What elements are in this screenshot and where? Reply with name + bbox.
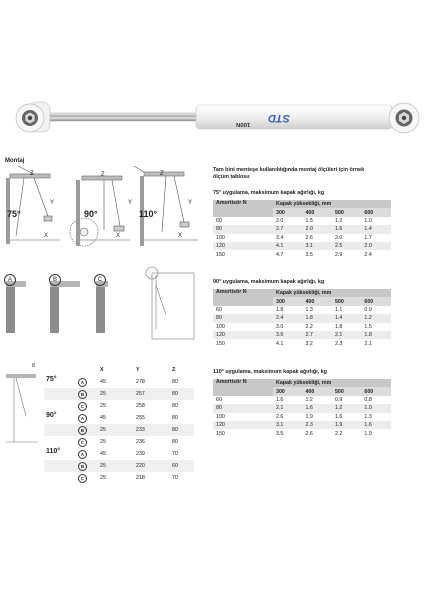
weight-cell: 1.8 (361, 331, 391, 339)
weight-cell: 3.1 (302, 242, 331, 250)
dim-row (44, 388, 194, 400)
dim-cell-x: 45 (100, 379, 106, 385)
dim-header-y: Y (136, 367, 140, 373)
dim-cell-x: 25 (100, 391, 106, 397)
table-row (213, 250, 391, 258)
dim-cell-z: 80 (172, 439, 178, 445)
dim-variant (76, 472, 98, 484)
span-header-height: Kapak yüksekliği, mm (273, 200, 391, 208)
height-header: 300 (273, 208, 302, 216)
table-row (213, 314, 391, 322)
force-cell: 150 (213, 429, 273, 437)
dim-cell-x: 25 (100, 427, 106, 433)
dim-variant (76, 460, 98, 472)
intro-line-1: Tam bini menteşe kullanıldığında montaj ölçüleri için örnek (213, 167, 365, 173)
height-header: 400 (302, 297, 331, 305)
table-row (213, 339, 391, 347)
dim-variant (76, 412, 98, 424)
force-cell: 120 (213, 331, 273, 339)
weight-cell: 1.1 (332, 306, 361, 314)
angle-label-110: 110° (139, 209, 158, 219)
weight-cell: 1.8 (273, 306, 302, 314)
table-row (213, 421, 391, 429)
variant-badge: C (78, 474, 87, 483)
dim-cell-x: 45 (100, 451, 106, 457)
table-row (213, 404, 391, 412)
weight-cell: 1.2 (361, 314, 391, 322)
dim-cell-x: 25 (100, 403, 106, 409)
dim-cell-z: 80 (172, 403, 178, 409)
weight-cell: 2.0 (332, 234, 361, 242)
angle-label-75: 75° (7, 209, 21, 219)
dim-row (44, 460, 194, 472)
gas-strut-image (8, 88, 420, 154)
weight-cell: 1.6 (302, 404, 331, 412)
weight-table (213, 200, 391, 259)
weight-cell: 1.9 (361, 429, 391, 437)
dim-cell-z: 60 (172, 463, 178, 469)
dim-cell-y: 258 (136, 403, 145, 409)
weight-table-title: 75° uygulama, maksimum kapak ağırlığı, kg (213, 190, 325, 196)
dim-cell-x: 25 (100, 439, 106, 445)
dim-row (44, 424, 194, 436)
dim-angle (44, 472, 76, 484)
height-header: 300 (273, 297, 302, 305)
table-row (213, 429, 391, 437)
weight-table (213, 289, 391, 348)
weight-cell: 1.6 (332, 225, 361, 233)
weight-cell: 4.1 (273, 339, 302, 347)
force-cell: 100 (213, 234, 273, 242)
dim-cell-y: 257 (136, 391, 145, 397)
variant-badge: A (78, 414, 87, 423)
weight-cell: 2.2 (332, 429, 361, 437)
dim-variant (76, 376, 98, 388)
dim-cell-x: 25 (100, 463, 106, 469)
dim-row (44, 412, 194, 424)
dim-angle: 110° (46, 448, 61, 455)
dim-cell-y: 255 (136, 415, 145, 421)
axis-x-90: X (116, 233, 121, 239)
height-header: 400 (302, 208, 331, 216)
dim-variant (76, 424, 98, 436)
dim-cell-z: 80 (172, 391, 178, 397)
weight-cell: 1.3 (361, 413, 391, 421)
dim-variant (76, 400, 98, 412)
strut-std-label: STD (268, 112, 290, 124)
weight-cell: 2.6 (302, 234, 331, 242)
axis-y-75: Y (50, 200, 55, 206)
axis-z-110: Z (160, 171, 164, 177)
weight-cell: 0.9 (332, 396, 361, 404)
variant-badge: B (78, 462, 87, 471)
height-header: 500 (332, 297, 361, 305)
weight-cell: 1.9 (302, 413, 331, 421)
dim-row (44, 436, 194, 448)
weight-cell: 0.8 (361, 396, 391, 404)
variant-badge: B (78, 390, 87, 399)
weight-cell: 1.4 (332, 314, 361, 322)
force-cell: 100 (213, 413, 273, 421)
weight-cell: 4.1 (273, 242, 302, 250)
table-row (213, 217, 391, 225)
variant-badge: B (78, 426, 87, 435)
dim-cell-z: 80 (172, 415, 178, 421)
col-header-amortisor: Amortisör N (213, 379, 273, 396)
height-header: 600 (361, 208, 391, 216)
variant-b-badge: B (49, 268, 61, 286)
dim-cell-y: 236 (136, 439, 145, 445)
force-cell: 80 (213, 225, 273, 233)
table-row (213, 234, 391, 242)
variant-c-badge: C (94, 268, 106, 286)
dim-cell-y: 278 (136, 379, 145, 385)
dim-row (44, 376, 194, 388)
weight-cell: 2.6 (302, 429, 331, 437)
dim-angle (44, 436, 76, 448)
weight-cell: 1.6 (273, 396, 302, 404)
dim-cell-z: 70 (172, 451, 178, 457)
axis-x-110: X (178, 233, 183, 239)
col-header-amortisor: Amortisör N (213, 289, 273, 306)
height-header: 600 (361, 387, 391, 395)
dim-header-x: X (100, 367, 104, 373)
weight-cell: 1.0 (361, 404, 391, 412)
variant-badge: A (78, 378, 87, 387)
weight-cell: 3.5 (273, 429, 302, 437)
weight-cell: 1.2 (332, 404, 361, 412)
weight-cell: 1.5 (302, 217, 331, 225)
weight-cell: 1.3 (302, 306, 331, 314)
dim-cell-z: 80 (172, 427, 178, 433)
dim-angle: 90° (46, 412, 57, 419)
dim-cell-x: 45 (100, 415, 106, 421)
weight-cell: 2.2 (302, 323, 331, 331)
height-header: 300 (273, 387, 302, 395)
weight-cell: 2.7 (273, 225, 302, 233)
variant-badge: A (78, 450, 87, 459)
weight-cell: 1.2 (332, 217, 361, 225)
table-row (213, 413, 391, 421)
axis-y-110: Y (188, 200, 193, 206)
weight-cell: 2.6 (273, 413, 302, 421)
weight-cell: 1.6 (332, 413, 361, 421)
dim-cell-y: 218 (136, 475, 145, 481)
weight-cell: 1.5 (361, 323, 391, 331)
weight-cell: 2.4 (273, 314, 302, 322)
dim-angle (44, 400, 76, 412)
dim-cell-y: 220 (136, 463, 145, 469)
table-row (213, 225, 391, 233)
cabinet-side-diagram (4, 366, 42, 446)
height-header: 500 (332, 208, 361, 216)
weight-cell: 3.0 (273, 323, 302, 331)
height-header: 600 (361, 297, 391, 305)
weight-cell: 1.6 (361, 421, 391, 429)
weight-cell: 2.7 (302, 331, 331, 339)
force-cell: 100 (213, 323, 273, 331)
dim-variant (76, 436, 98, 448)
weight-cell: 2.5 (332, 242, 361, 250)
variant-badge: C (78, 402, 87, 411)
dim-angle: 75° (46, 376, 57, 383)
variant-badge: C (78, 438, 87, 447)
force-cell: 120 (213, 242, 273, 250)
montaj-angle-diagrams (4, 166, 200, 262)
dim-variant (76, 448, 98, 460)
table-row (213, 306, 391, 314)
weight-cell: 2.0 (361, 242, 391, 250)
weight-cell: 2.1 (332, 331, 361, 339)
force-cell: 150 (213, 339, 273, 347)
table-row (213, 331, 391, 339)
weight-cell: 3.2 (302, 339, 331, 347)
span-header-height: Kapak yüksekliği, mm (273, 379, 391, 387)
col-header-amortisor: Amortisör N (213, 200, 273, 217)
weight-cell: 1.9 (332, 421, 361, 429)
dim-angle (44, 388, 76, 400)
weight-cell: 4.7 (273, 250, 302, 258)
table-row (213, 242, 391, 250)
weight-cell: 3.5 (302, 250, 331, 258)
weight-cell: 1.4 (361, 225, 391, 233)
montaj-heading: Montaj (5, 158, 25, 164)
weight-cell: 2.9 (332, 250, 361, 258)
dim-variant (76, 388, 98, 400)
weight-cell: 2.1 (273, 404, 302, 412)
intro-line-2: ölçüm tablosu (213, 174, 250, 180)
angle-label-90: 90° (84, 209, 98, 219)
weight-cell: 2.1 (361, 339, 391, 347)
force-cell: 60 (213, 217, 273, 225)
weight-cell: 3.1 (273, 421, 302, 429)
axis-z-75: Z (30, 171, 34, 177)
axis-x-75: X (44, 233, 49, 239)
force-cell: 60 (213, 396, 273, 404)
weight-cell: 2.4 (361, 250, 391, 258)
weight-cell: 1.0 (361, 217, 391, 225)
weight-cell: 0.9 (361, 306, 391, 314)
dim-row (44, 472, 194, 484)
weight-table (213, 379, 391, 438)
force-cell: 80 (213, 404, 273, 412)
axis-y-90: Y (128, 200, 133, 206)
span-header-height: Kapak yüksekliği, mm (273, 289, 391, 297)
force-cell: 60 (213, 306, 273, 314)
dim-row (44, 448, 194, 460)
variant-a-badge: A (4, 268, 16, 286)
strut-force-label: 100N (236, 121, 251, 127)
dim-cell-x: 25 (100, 475, 106, 481)
table-row (213, 396, 391, 404)
force-cell: 150 (213, 250, 273, 258)
weight-cell: 3.6 (273, 331, 302, 339)
weight-table-title: 90° uygulama, maksimum kapak ağırlığı, kg (213, 279, 325, 285)
dimensions-table (44, 364, 194, 484)
weight-cell: 3.4 (273, 234, 302, 242)
height-header: 400 (302, 387, 331, 395)
dim-cell-y: 239 (136, 451, 145, 457)
dim-angle (44, 460, 76, 472)
weight-cell: 1.8 (332, 323, 361, 331)
dim-row (44, 400, 194, 412)
dim-8-label: 8 (32, 363, 35, 369)
weight-cell: 1.7 (361, 234, 391, 242)
weight-table-title: 110° uygulama, maksimum kapak ağırlığı, kg (213, 369, 327, 375)
weight-cell: 2.0 (302, 225, 331, 233)
dim-cell-z: 70 (172, 475, 178, 481)
dim-angle (44, 424, 76, 436)
table-row (213, 323, 391, 331)
weight-cell: 2.0 (273, 217, 302, 225)
height-header: 500 (332, 387, 361, 395)
force-cell: 80 (213, 314, 273, 322)
weight-cell: 2.3 (332, 339, 361, 347)
dim-cell-z: 80 (172, 379, 178, 385)
force-cell: 120 (213, 421, 273, 429)
weight-cell: 1.8 (302, 314, 331, 322)
weight-cell: 1.2 (302, 396, 331, 404)
axis-z-90: Z (101, 172, 105, 178)
dim-header-z: Z (172, 367, 176, 373)
dim-cell-y: 233 (136, 427, 145, 433)
weight-cell: 2.3 (302, 421, 331, 429)
